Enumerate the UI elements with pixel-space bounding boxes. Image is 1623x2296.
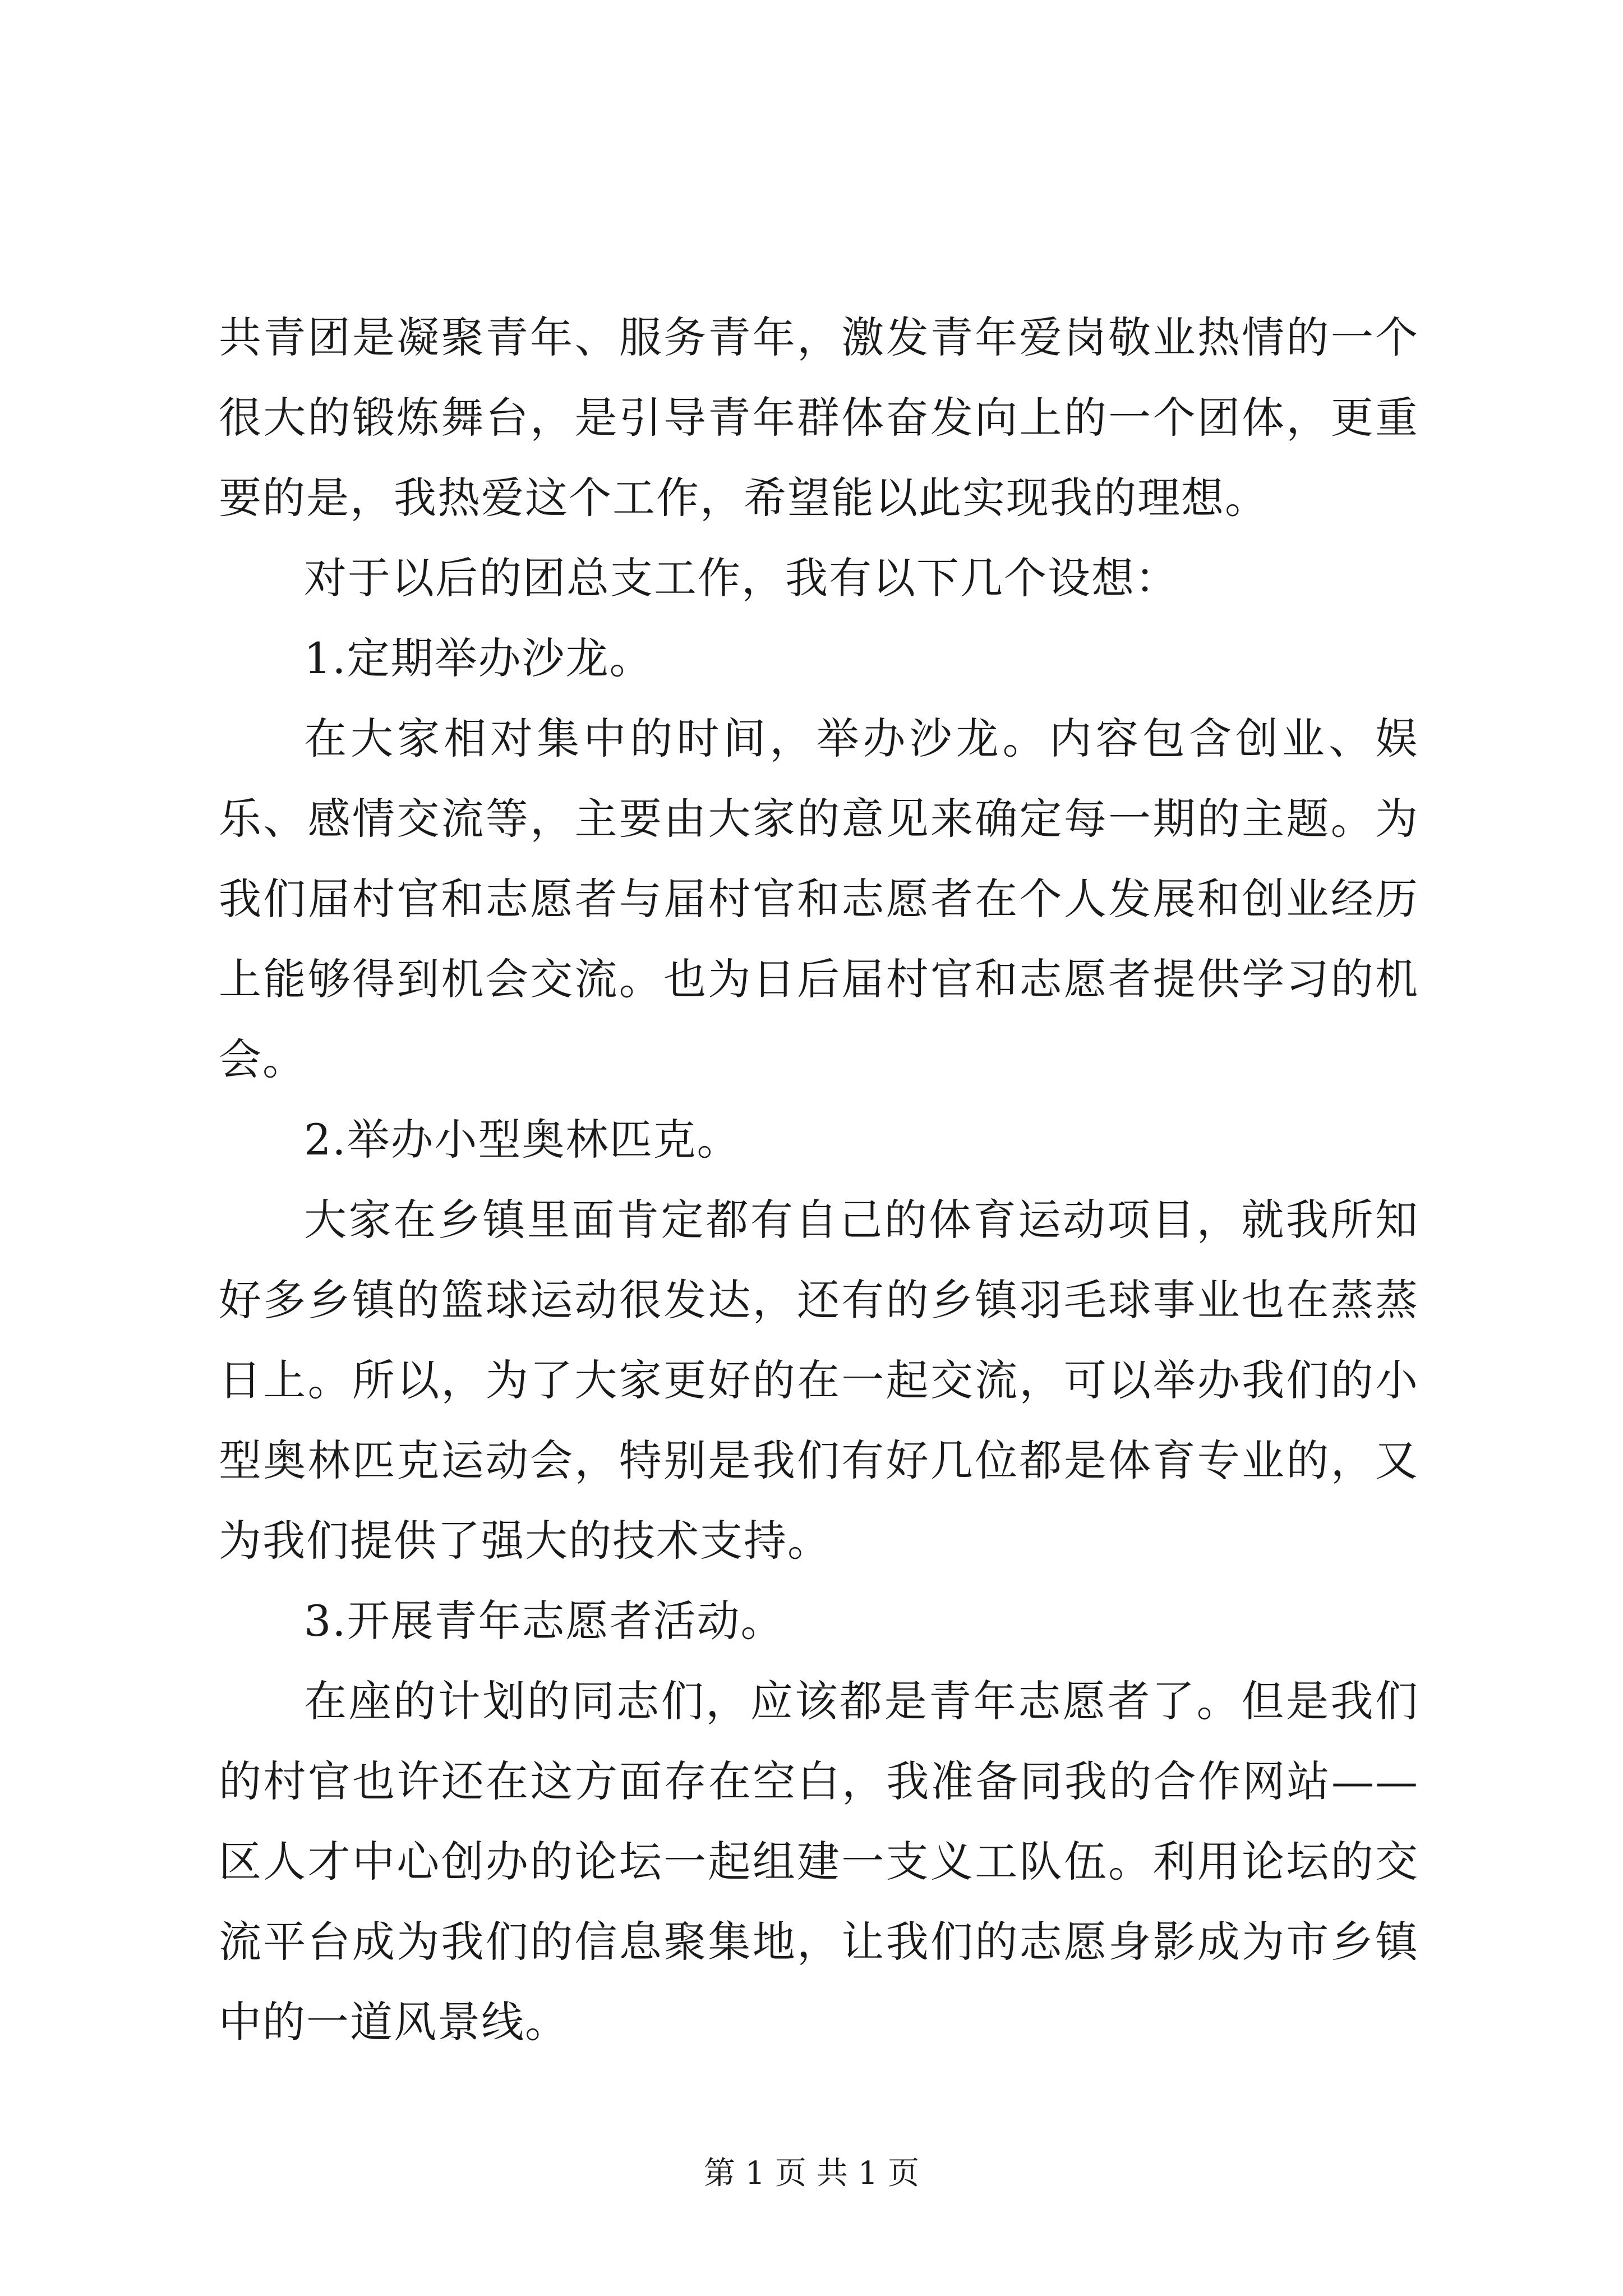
page-footer bbox=[0, 2154, 1623, 2193]
paragraph-item-2-title: 2.举办小型奥林匹克。 bbox=[304, 1115, 741, 1165]
paragraph-intro: 共青团是凝聚青年、服务青年，激发青年爱岗敬业热情的一个很大的锻炼舞台，是引导青年群体奋发向上的一个团体，更重要的是，我热爱这个工作，希望能以此实现我的理想。 bbox=[219, 312, 1419, 523]
paragraph-item-3-body: 在座的计划的同志们，应该都是青年志愿者了。但是我们的村官也许还在这方面存在空白，我准备同我的合作网站——区人才中心创办的论坛一起组建一支义工队伍。利用论坛的交流平台成为我们的信息聚集地，让我们的志愿身影成为市乡镇中的一道风景线。 bbox=[219, 1676, 1419, 2047]
document-body bbox=[219, 297, 1419, 2062]
paragraph-item-2-body: 大家在乡镇里面肯定都有自己的体育运动项目，就我所知好多乡镇的篮球运动很发达，还有的乡镇羽毛球事业也在蒸蒸日上。所以，为了大家更好的在一起交流，可以举办我们的小型奥林匹克运动会，特别是我们有好几位都是体育专业的，又为我们提供了强大的技术支持。 bbox=[219, 1195, 1419, 1566]
page-number-label: 第 1 页 共 1 页 bbox=[703, 2155, 920, 2192]
paragraph-plans-heading: 对于以后的团总支工作，我有以下几个设想： bbox=[304, 553, 1179, 603]
paragraph-item-1-title: 1.定期举办沙龙。 bbox=[304, 633, 653, 683]
paragraph-item-3-title: 3.开展青年志愿者活动。 bbox=[304, 1596, 785, 1646]
paragraph-item-1-body: 在大家相对集中的时间，举办沙龙。内容包含创业、娱乐、感情交流等，主要由大家的意见来确定每一期的主题。为我们届村官和志愿者与届村官和志愿者在个人发展和创业经历上能够得到机会交流。也为日后届村官和志愿者提供学习的机会。 bbox=[219, 714, 1419, 1084]
